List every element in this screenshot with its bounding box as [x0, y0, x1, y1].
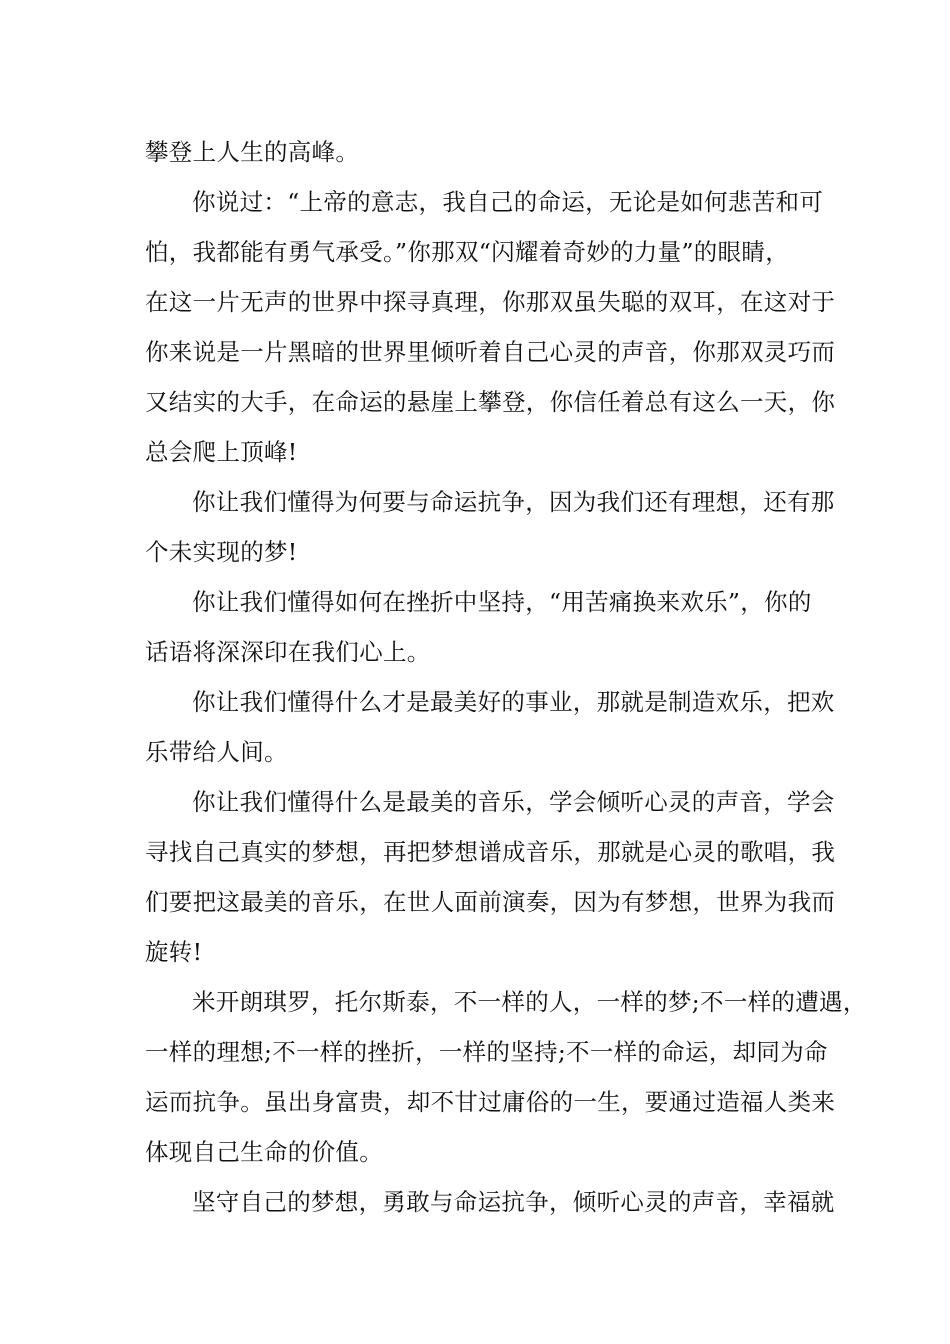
text-line: 又结实的大手，在命运的悬崖上攀登，你信任着总有这么一天，你: [145, 388, 836, 416]
text-line: 你说过：“上帝的意志，我自己的命运，无论是如何悲苦和可: [192, 188, 824, 216]
text-line: 运而抗争。虽出身富贵，却不甘过庸俗的一生，要通过造福人类来: [145, 1088, 836, 1116]
text-line: 坚守自己的梦想，勇敢与命运抗争，倾听心灵的声音，幸福就: [192, 1188, 835, 1216]
text-line: 你让我们懂得什么才是最美好的事业，那就是制造欢乐，把欢: [192, 688, 835, 716]
text-line: 你来说是一片黑暗的世界里倾听着自己心灵的声音，你那双灵巧而: [145, 338, 836, 366]
text-line: 怕，我都能有勇气承受。”你那双“闪耀着奇妙的力量”的眼睛，: [145, 238, 789, 266]
text-line: 攀登上人生的高峰。: [145, 138, 360, 166]
text-line: 米开朗琪罗，托尔斯泰，不一样的人，一样的梦;不一样的遭遇，: [192, 988, 867, 1016]
text-line: 总会爬上顶峰!: [145, 438, 298, 466]
text-line: 体现自己生命的价值。: [145, 1138, 383, 1166]
text-line: 旋转!: [145, 938, 203, 966]
text-line: 寻找自己真实的梦想，再把梦想谱成音乐，那就是心灵的歌唱，我: [145, 838, 836, 866]
text-line: 乐带给人间。: [145, 738, 288, 766]
text-line: 一样的理想;不一样的挫折，一样的坚持;不一样的命运，却同为命: [145, 1038, 828, 1066]
text-line: 话语将深深印在我们心上。: [145, 638, 431, 666]
text-line: 你让我们懂得为何要与命运抗争，因为我们还有理想，还有那: [192, 488, 835, 516]
text-line: 你让我们懂得如何在挫折中坚持，“用苦痛换来欢乐”，你的: [192, 588, 812, 616]
text-line: 你让我们懂得什么是最美的音乐，学会倾听心灵的声音，学会: [192, 788, 835, 816]
text-line: 们要把这最美的音乐，在世人面前演奏，因为有梦想，世界为我而: [145, 888, 836, 916]
text-line: 在这一片无声的世界中探寻真理，你那双虽失聪的双耳，在这对于: [145, 288, 836, 316]
text-line: 个未实现的梦!: [145, 538, 298, 566]
body-text: [145, 127, 867, 1227]
